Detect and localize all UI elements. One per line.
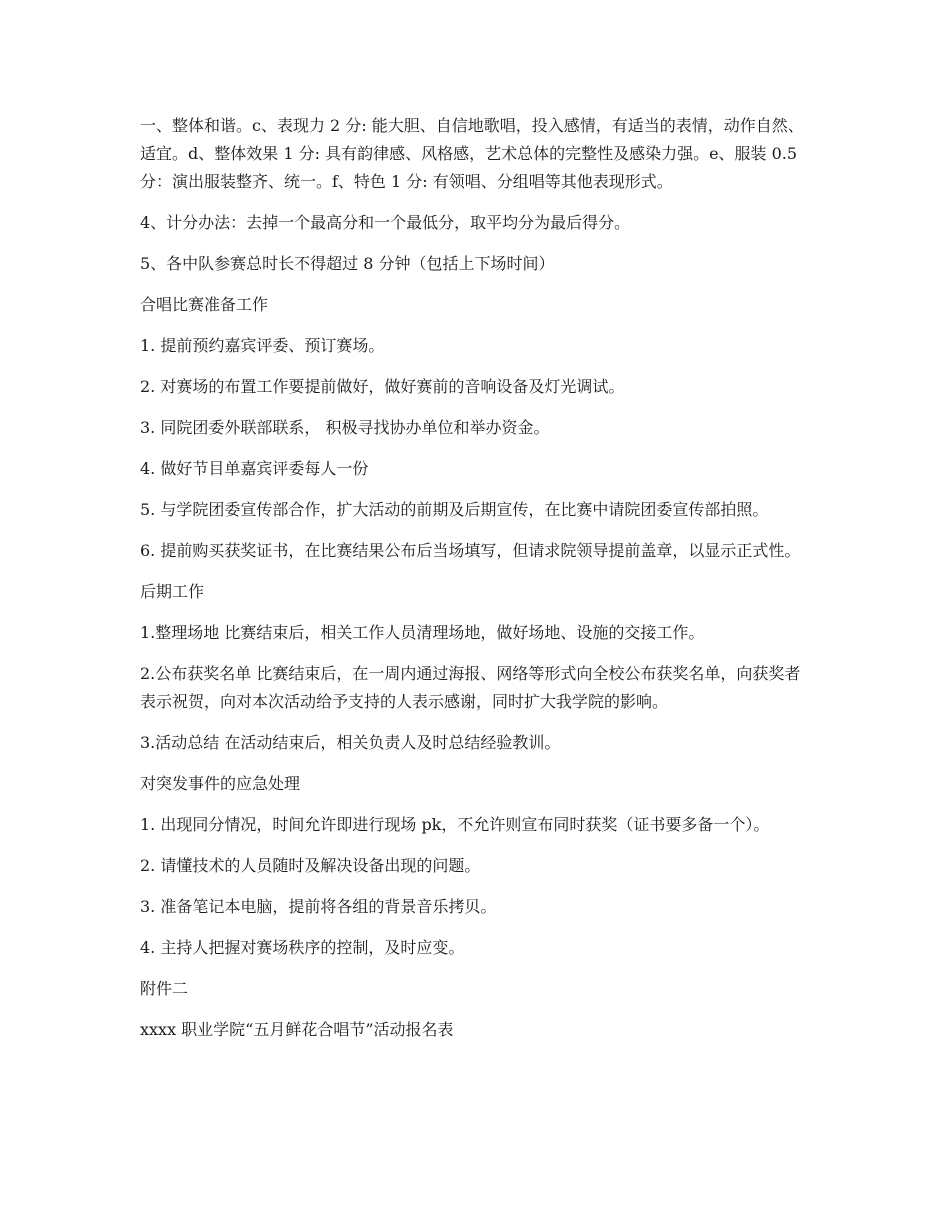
emergency-item-3: 3. 准备笔记本电脑，提前将各组的背景音乐拷贝。 (140, 897, 497, 916)
post-work-item-1: 1.整理场地 比赛结束后，相关工作人员清理场地，做好场地、设施的交接工作。 (140, 623, 705, 642)
scoring-method-paragraph: 4、计分办法：去掉一个最高分和一个最低分，取平均分为最后得分。 (140, 213, 631, 232)
post-work-item-3: 3.活动总结 在活动结束后，相关负责人及时总结经验教训。 (140, 733, 561, 752)
preparation-item-2: 2. 对赛场的布置工作要提前做好，做好赛前的音响设备及灯光调试。 (140, 377, 625, 396)
preparation-item-4: 4. 做好节目单嘉宾评委每人一份 (140, 459, 369, 478)
emergency-item-1: 1. 出现同分情况，时间允许即进行现场 pk，不允许则宣布同时获奖（证书要多备一个）。 (140, 815, 770, 834)
attachment-heading: 附件二 (140, 979, 189, 998)
preparation-item-6: 6. 提前购买获奖证书，在比赛结果公布后当场填写，但请求院领导提前盖章，以显示正式性。 (140, 541, 801, 560)
document-body (140, 112, 812, 1057)
section-heading-emergency: 对突发事件的应急处理 (140, 774, 301, 793)
time-limit-paragraph: 5、各中队参赛总时长不得超过 8 分钟（包括上下场时间） (140, 254, 555, 273)
preparation-item-3: 3. 同院团委外联部联系， 积极寻找协办单位和举办资金。 (140, 418, 550, 437)
registration-form-title: xxxx 职业学院“五月鲜花合唱节”活动报名表 (140, 1020, 454, 1039)
preparation-item-1: 1. 提前预约嘉宾评委、预订赛场。 (140, 336, 385, 355)
preparation-item-5: 5. 与学院团委宣传部合作，扩大活动的前期及后期宣传，在比赛中请院团委宣传部拍照。 (140, 500, 769, 519)
section-heading-post-work: 后期工作 (140, 582, 205, 601)
emergency-item-4: 4. 主持人把握对赛场秩序的控制，及时应变。 (140, 938, 465, 957)
emergency-item-2: 2. 请懂技术的人员随时及解决设备出现的问题。 (140, 856, 481, 875)
scoring-criteria-paragraph: 一、整体和谐。c、表现力 2 分: 能大胆、自信地歌唱，投入感情，有适当的表情，动作自然、适宜。d、整体效果 1 分: 具有韵律感、风格感，艺术总体的完整性及感染力强。e、服装 0.5 分：演出服装整齐、统一。f、特色 1 分: 有领唱、分组唱等其他表现形式。 (140, 116, 804, 191)
section-heading-preparation: 合唱比赛准备工作 (140, 295, 269, 314)
post-work-item-2: 2.公布获奖名单 比赛结束后，在一周内通过海报、网络等形式向全校公布获奖名单，向获奖者表示祝贺，向对本次活动给予支持的人表示感谢，同时扩大我学院的影响。 (140, 664, 801, 711)
